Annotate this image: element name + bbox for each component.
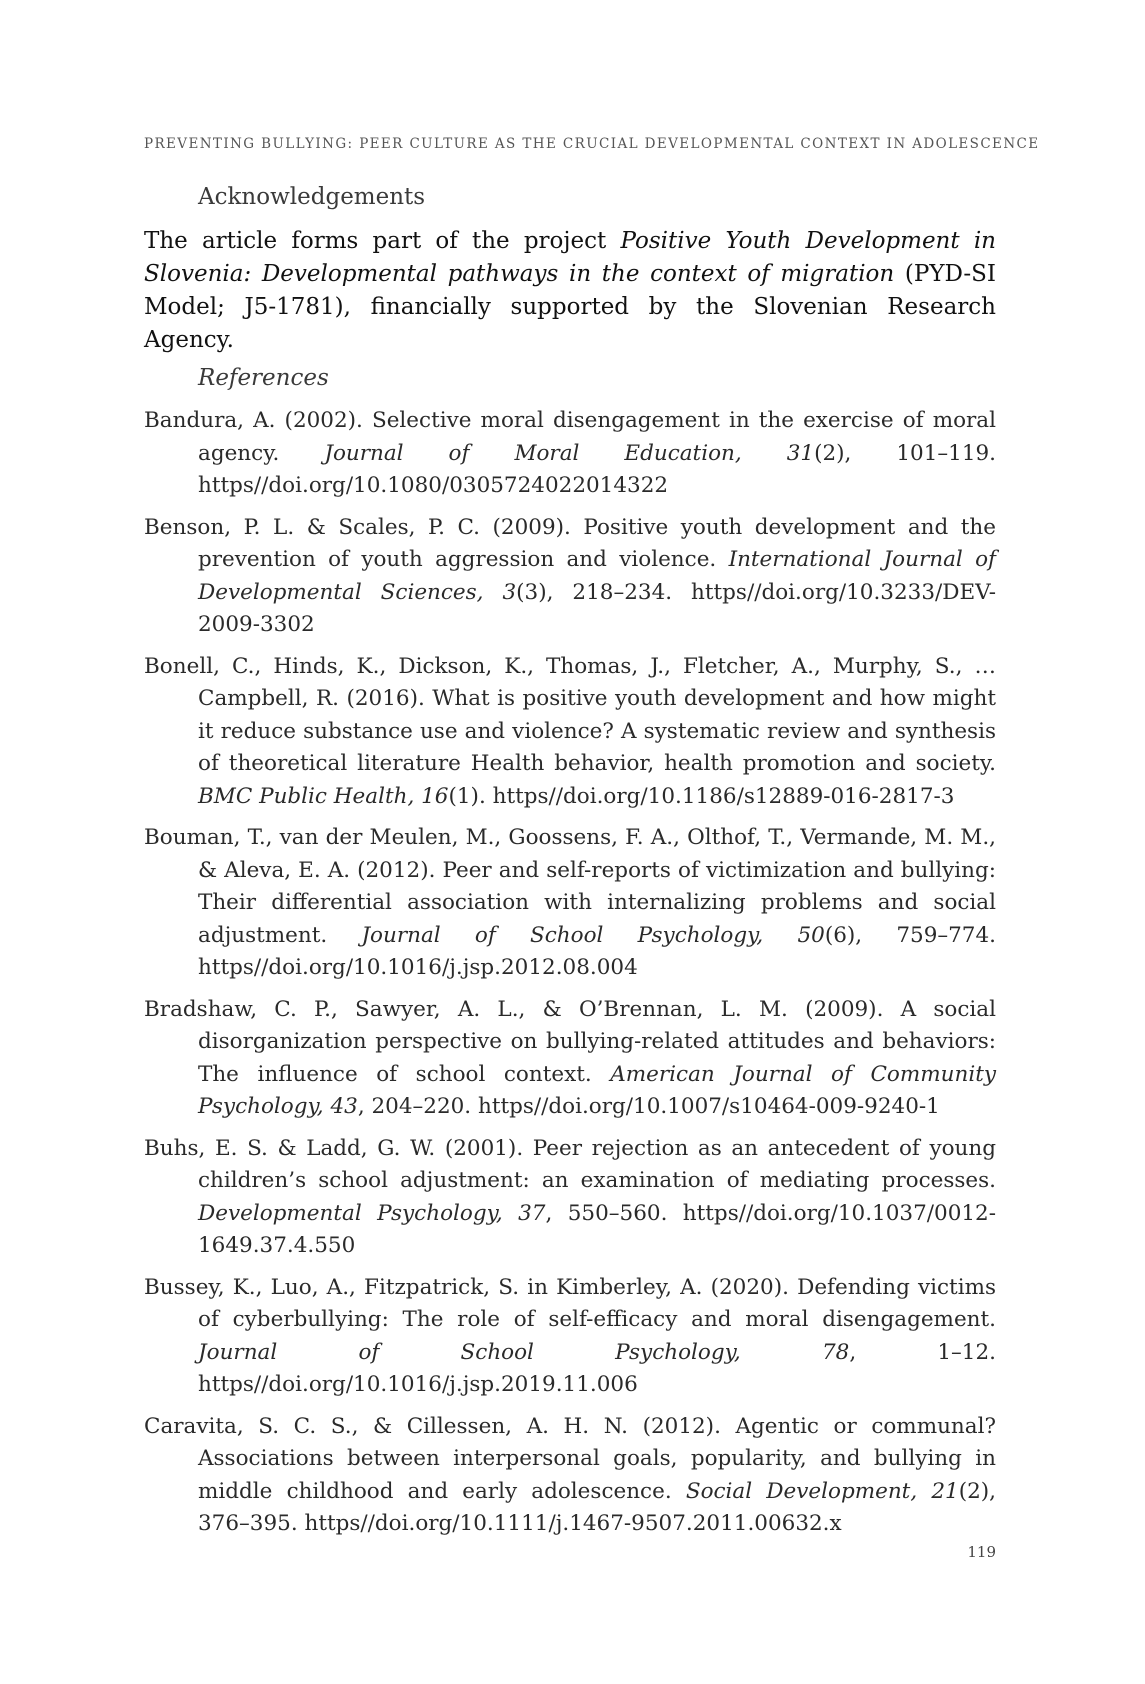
reference-item <box>144 1133 996 1263</box>
reference-authors-title: Buhs, E. S. & Ladd, G. W. (2001). Peer rejection as an antecedent of young children’s school adjustment: an examination of mediating processes. <box>144 1135 996 1193</box>
page-number: 119 <box>967 1543 996 1561</box>
reference-source: BMC Public Health, 16 <box>198 783 449 809</box>
reference-item <box>144 1411 996 1541</box>
acknowledgements-heading: Acknowledgements <box>198 184 426 210</box>
reference-authors-title: Bandura, A. (2002). Selective moral disengagement in the exercise of moral agency. <box>144 408 996 466</box>
reference-list <box>144 405 996 1550</box>
reference-item <box>144 512 996 642</box>
reference-authors-title: Bonell, C., Hinds, K., Dickson, K., Thomas, J., Fletcher, A., Murphy, S., … Campbell, R. (2016). What is positive youth development and how might it reduce substance use and violence? A systematic review and synthesis of theoretical literature Health behavior, health promotion and society. <box>144 653 996 776</box>
reference-pages-doi: (3), 218–234. https//doi.org/10.3233/DEV-2009-3302 <box>198 579 997 637</box>
reference-authors-title: Benson, P. L. & Scales, P. C. (2009). Positive youth development and the prevention of youth aggression and violence. <box>144 514 996 572</box>
reference-item <box>144 822 996 985</box>
reference-authors-title: Bradshaw, C. P., Sawyer, A. L., & O’Brennan, L. M. (2009). A social disorganization perspective on bullying-related attitudes and behaviors: The influence of school context. <box>144 996 996 1087</box>
reference-source: Journal of School Psychology, 78 <box>198 1339 850 1365</box>
reference-pages-doi: (2), 376–395. https//doi.org/10.1111/j.1467-9507.2011.00632.x <box>198 1478 996 1536</box>
reference-item <box>144 651 996 814</box>
reference-pages-doi: , 550–560. https//doi.org/10.1037/0012-1649.37.4.550 <box>198 1200 996 1258</box>
reference-pages-doi: (1). https//doi.org/10.1186/s12889-016-2817-3 <box>448 783 955 809</box>
references-heading: References <box>198 365 329 391</box>
reference-item <box>144 994 996 1124</box>
reference-source: Journal of Moral Education, 31 <box>324 440 815 466</box>
reference-pages-doi: (6), 759–774. https//doi.org/10.1016/j.jsp.2012.08.004 <box>198 922 996 980</box>
reference-authors-title: Bouman, T., van der Meulen, M., Goossens, F. A., Olthof, T., Vermande, M. M., & Aleva, E. A. (2012). Peer and self-reports of victimization and bullying: Their differential association with internalizing problems and social adjustment. <box>144 825 996 948</box>
ack-text-before: The article forms part of the project <box>144 228 621 254</box>
project-title: Positive Youth Development in Slovenia: Developmental pathways in the context of migration <box>144 228 996 287</box>
ack-text-after: (PYD-SI Model; J5-1781), financially supported by the Slovenian Research Agency. <box>144 261 996 353</box>
reference-source: Journal of School Psychology, 50 <box>361 922 825 948</box>
reference-pages-doi: (2), 101–119. https//doi.org/10.1080/0305724022014322 <box>198 440 997 498</box>
reference-source: International Journal of Developmental Sciences, 3 <box>198 547 997 605</box>
reference-pages-doi: , 1–12. https//doi.org/10.1016/j.jsp.2019.11.006 <box>198 1339 996 1397</box>
reference-source: Developmental Psychology, 37 <box>198 1200 546 1226</box>
reference-item <box>144 1272 996 1402</box>
reference-source: American Journal of Community Psychology, 43 <box>198 1061 996 1119</box>
reference-item <box>144 405 996 503</box>
running-head: PREVENTING BULLYING: PEER CULTURE AS THE CRUCIAL DEVELOPMENTAL CONTEXT IN ADOLESCENCE <box>144 136 1040 152</box>
acknowledgements-text <box>144 225 996 357</box>
reference-pages-doi: , 204–220. https//doi.org/10.1007/s10464-009-9240-1 <box>357 1094 940 1119</box>
reference-authors-title: Bussey, K., Luo, A., Fitzpatrick, S. in Kimberley, A. (2020). Defending victims of cyberbullying: The role of self-efficacy and moral disengagement. <box>144 1274 996 1332</box>
reference-source: Social Development, 21 <box>685 1478 959 1504</box>
reference-authors-title: Caravita, S. C. S., & Cillessen, A. H. N. (2012). Agentic or communal? Associations between interpersonal goals, popularity, and bullying in middle childhood and early adolescence. <box>144 1413 996 1504</box>
